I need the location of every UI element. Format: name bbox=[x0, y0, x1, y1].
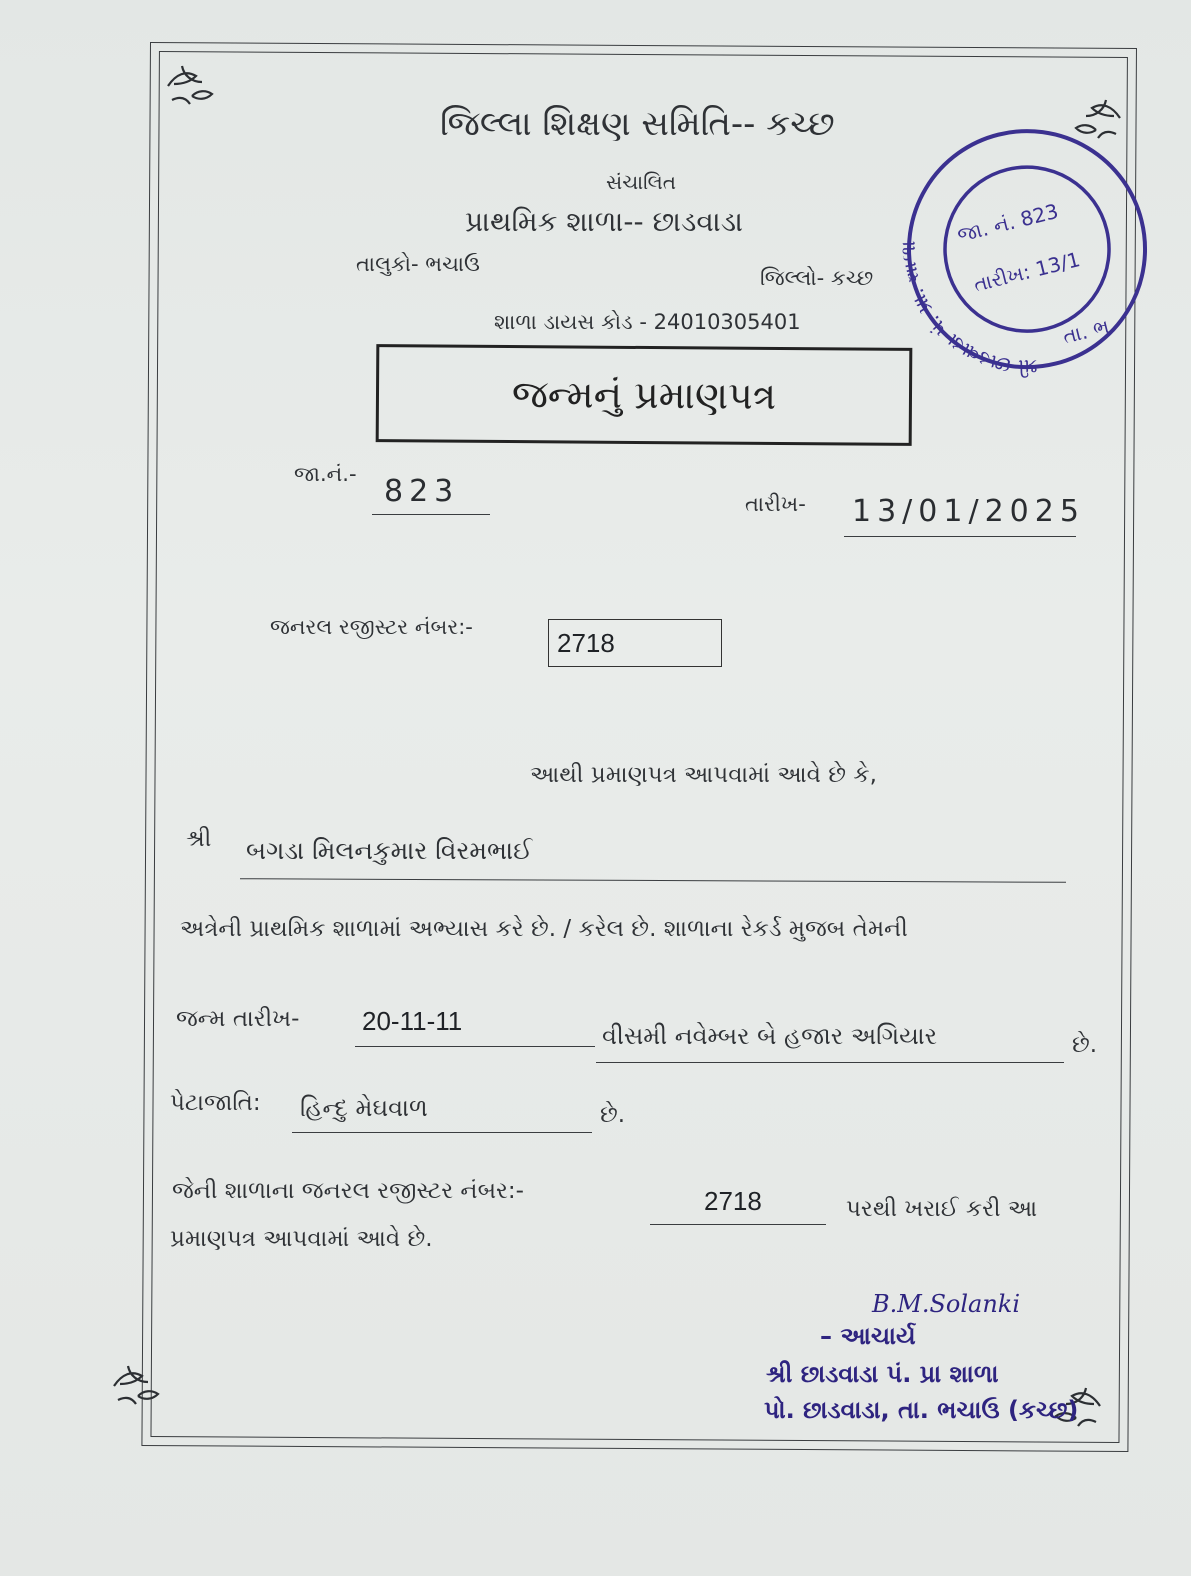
register-line-number: 2718 bbox=[704, 1186, 762, 1216]
register-line-3: પ્રમાણપત્ર આપવામાં આવે છે. bbox=[170, 1226, 433, 1252]
dob-is: છે. bbox=[1072, 1032, 1098, 1058]
general-register-number: 2718 bbox=[557, 627, 615, 658]
general-register-label: જનરલ રજીસ્ટર નંબર:- bbox=[270, 615, 473, 639]
dob-words-underline bbox=[596, 1062, 1064, 1063]
dob-words: વીસમી નવેમ્બર બે હજાર અગિયાર bbox=[602, 1022, 938, 1050]
stamp-address-line: પો. છાડવાડા, તા. ભચાઉ (કચ્છ) bbox=[764, 1396, 1079, 1424]
caste-is: છે. bbox=[600, 1102, 626, 1128]
date-value: 13/01/2025 bbox=[852, 494, 1085, 529]
register-line-2: પરથી ખરાઈ કરી આ bbox=[846, 1196, 1038, 1222]
corner-ornament-icon bbox=[162, 56, 218, 112]
stamp-outer-text: શ્રી છાડવાડા પં. પ્રા. શાળા bbox=[895, 240, 1041, 380]
outward-number-label: જા.નં.- bbox=[294, 462, 357, 486]
designation-stamp: – આચાર્ય bbox=[820, 1322, 916, 1350]
shri-label: શ્રી bbox=[186, 826, 212, 852]
taluka-label: તાલુકો- ભચાઉ bbox=[356, 252, 480, 276]
outward-number-value: 823 bbox=[384, 474, 460, 509]
outward-number-underline bbox=[372, 514, 490, 515]
dob-label: જન્મ તારીખ- bbox=[176, 1006, 300, 1032]
certificate-title: જન્મનું પ્રમાણપત્ર bbox=[511, 371, 777, 418]
general-register-box bbox=[548, 619, 722, 667]
school-name-heading: પ્રાથમિક શાળા-- છાડવાડા bbox=[465, 205, 743, 238]
study-line: અત્રેની પ્રાથમિક શાળામાં અભ્યાસ કરે છે. / કરેલ છે. શાળાના રેકર્ડ મુજબ તેમની bbox=[180, 916, 908, 942]
dob-numeric: 20-11-11 bbox=[362, 1006, 463, 1036]
signature-name: B.M.Solanki bbox=[872, 1290, 1021, 1318]
dise-code: શાળા ડાયસ કોડ - 24010305401 bbox=[494, 310, 801, 334]
caste-value: હિન્દુ મેઘવાળ bbox=[300, 1094, 428, 1122]
corner-ornament-icon bbox=[108, 1356, 164, 1412]
certificate-title-box bbox=[376, 344, 913, 446]
stamp-school-line: શ્રી છાડવાડા પં. પ્રા શાળા bbox=[766, 1360, 999, 1388]
caste-underline bbox=[292, 1132, 592, 1133]
committee-heading: જિલ્લા શિક્ષણ સમિતિ-- કચ્છ bbox=[440, 104, 835, 144]
stamp-number-line: જા. નં. 823 bbox=[954, 198, 1061, 248]
stamp-date-line: તારીખ: 13/1 bbox=[971, 247, 1083, 297]
certify-line: આથી પ્રમાણપત્ર આપવામાં આવે છે કે, bbox=[530, 762, 877, 788]
register-line-1: જેની શાળાના જનરલ રજીસ્ટર નંબર:- bbox=[172, 1178, 524, 1204]
district-label: જિલ્લો- કચ્છ bbox=[760, 266, 874, 290]
signature bbox=[872, 1290, 1020, 1318]
student-name: બગડા મિલનકુમાર વિરમભાઈ bbox=[246, 836, 533, 865]
dob-numeric-underline bbox=[355, 1046, 595, 1047]
designation: આચાર્ય bbox=[840, 1322, 916, 1350]
date-underline bbox=[844, 536, 1076, 537]
date-label: તારીખ- bbox=[745, 492, 806, 516]
caste-label: પેટાજાતિ: bbox=[170, 1090, 261, 1116]
stamp-bottom-text: તા. ભ. bbox=[1060, 312, 1118, 349]
operated-by-label: સંચાલિત bbox=[606, 170, 676, 194]
register-line-underline bbox=[650, 1224, 826, 1225]
